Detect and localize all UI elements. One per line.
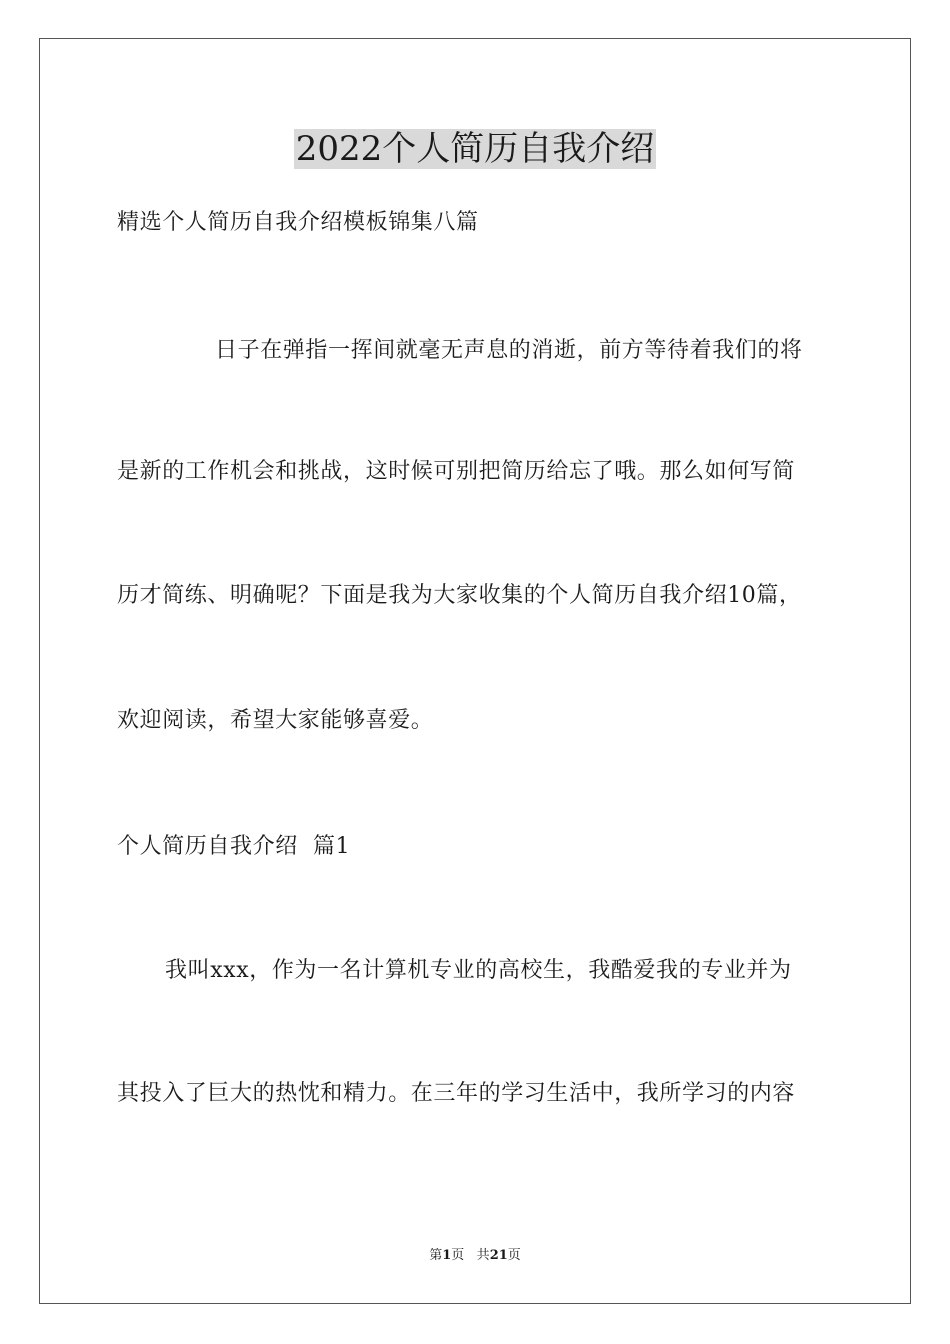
document-title-text: 2022个人简历自我介绍 <box>295 129 655 169</box>
document-title <box>0 126 950 172</box>
intro-line-4: 欢迎阅读，希望大家能够喜爱。 <box>117 708 434 733</box>
intro-line-1: 日子在弹指一挥间就毫无声息的消逝，前方等待着我们的将 <box>215 338 803 363</box>
intro-line-3: 历才简练、明确呢？下面是我为大家收集的个人简历自我介绍10篇， <box>117 583 802 608</box>
page-footer <box>0 1246 950 1266</box>
document-subtitle: 精选个人简历自我介绍模板锦集八篇 <box>117 210 479 235</box>
footer-page-prefix: 第 <box>429 1248 443 1263</box>
footer-total-pages: 21 <box>489 1248 508 1263</box>
footer-page-number: 1 <box>442 1248 452 1263</box>
section-line-2: 其投入了巨大的热忱和精力。在三年的学习生活中，我所学习的内容 <box>117 1081 796 1106</box>
footer-page-suffix: 页 <box>451 1248 465 1263</box>
footer-total-prefix: 共 <box>476 1248 490 1263</box>
section-line-1: 我叫xxx，作为一名计算机专业的高校生，我酷爱我的专业并为 <box>165 958 792 983</box>
intro-line-2: 是新的工作机会和挑战，这时候可别把简历给忘了哦。那么如何写简 <box>117 459 796 484</box>
section-heading: 个人简历自我介绍 篇1 <box>117 834 351 859</box>
footer-total-suffix: 页 <box>507 1248 521 1263</box>
